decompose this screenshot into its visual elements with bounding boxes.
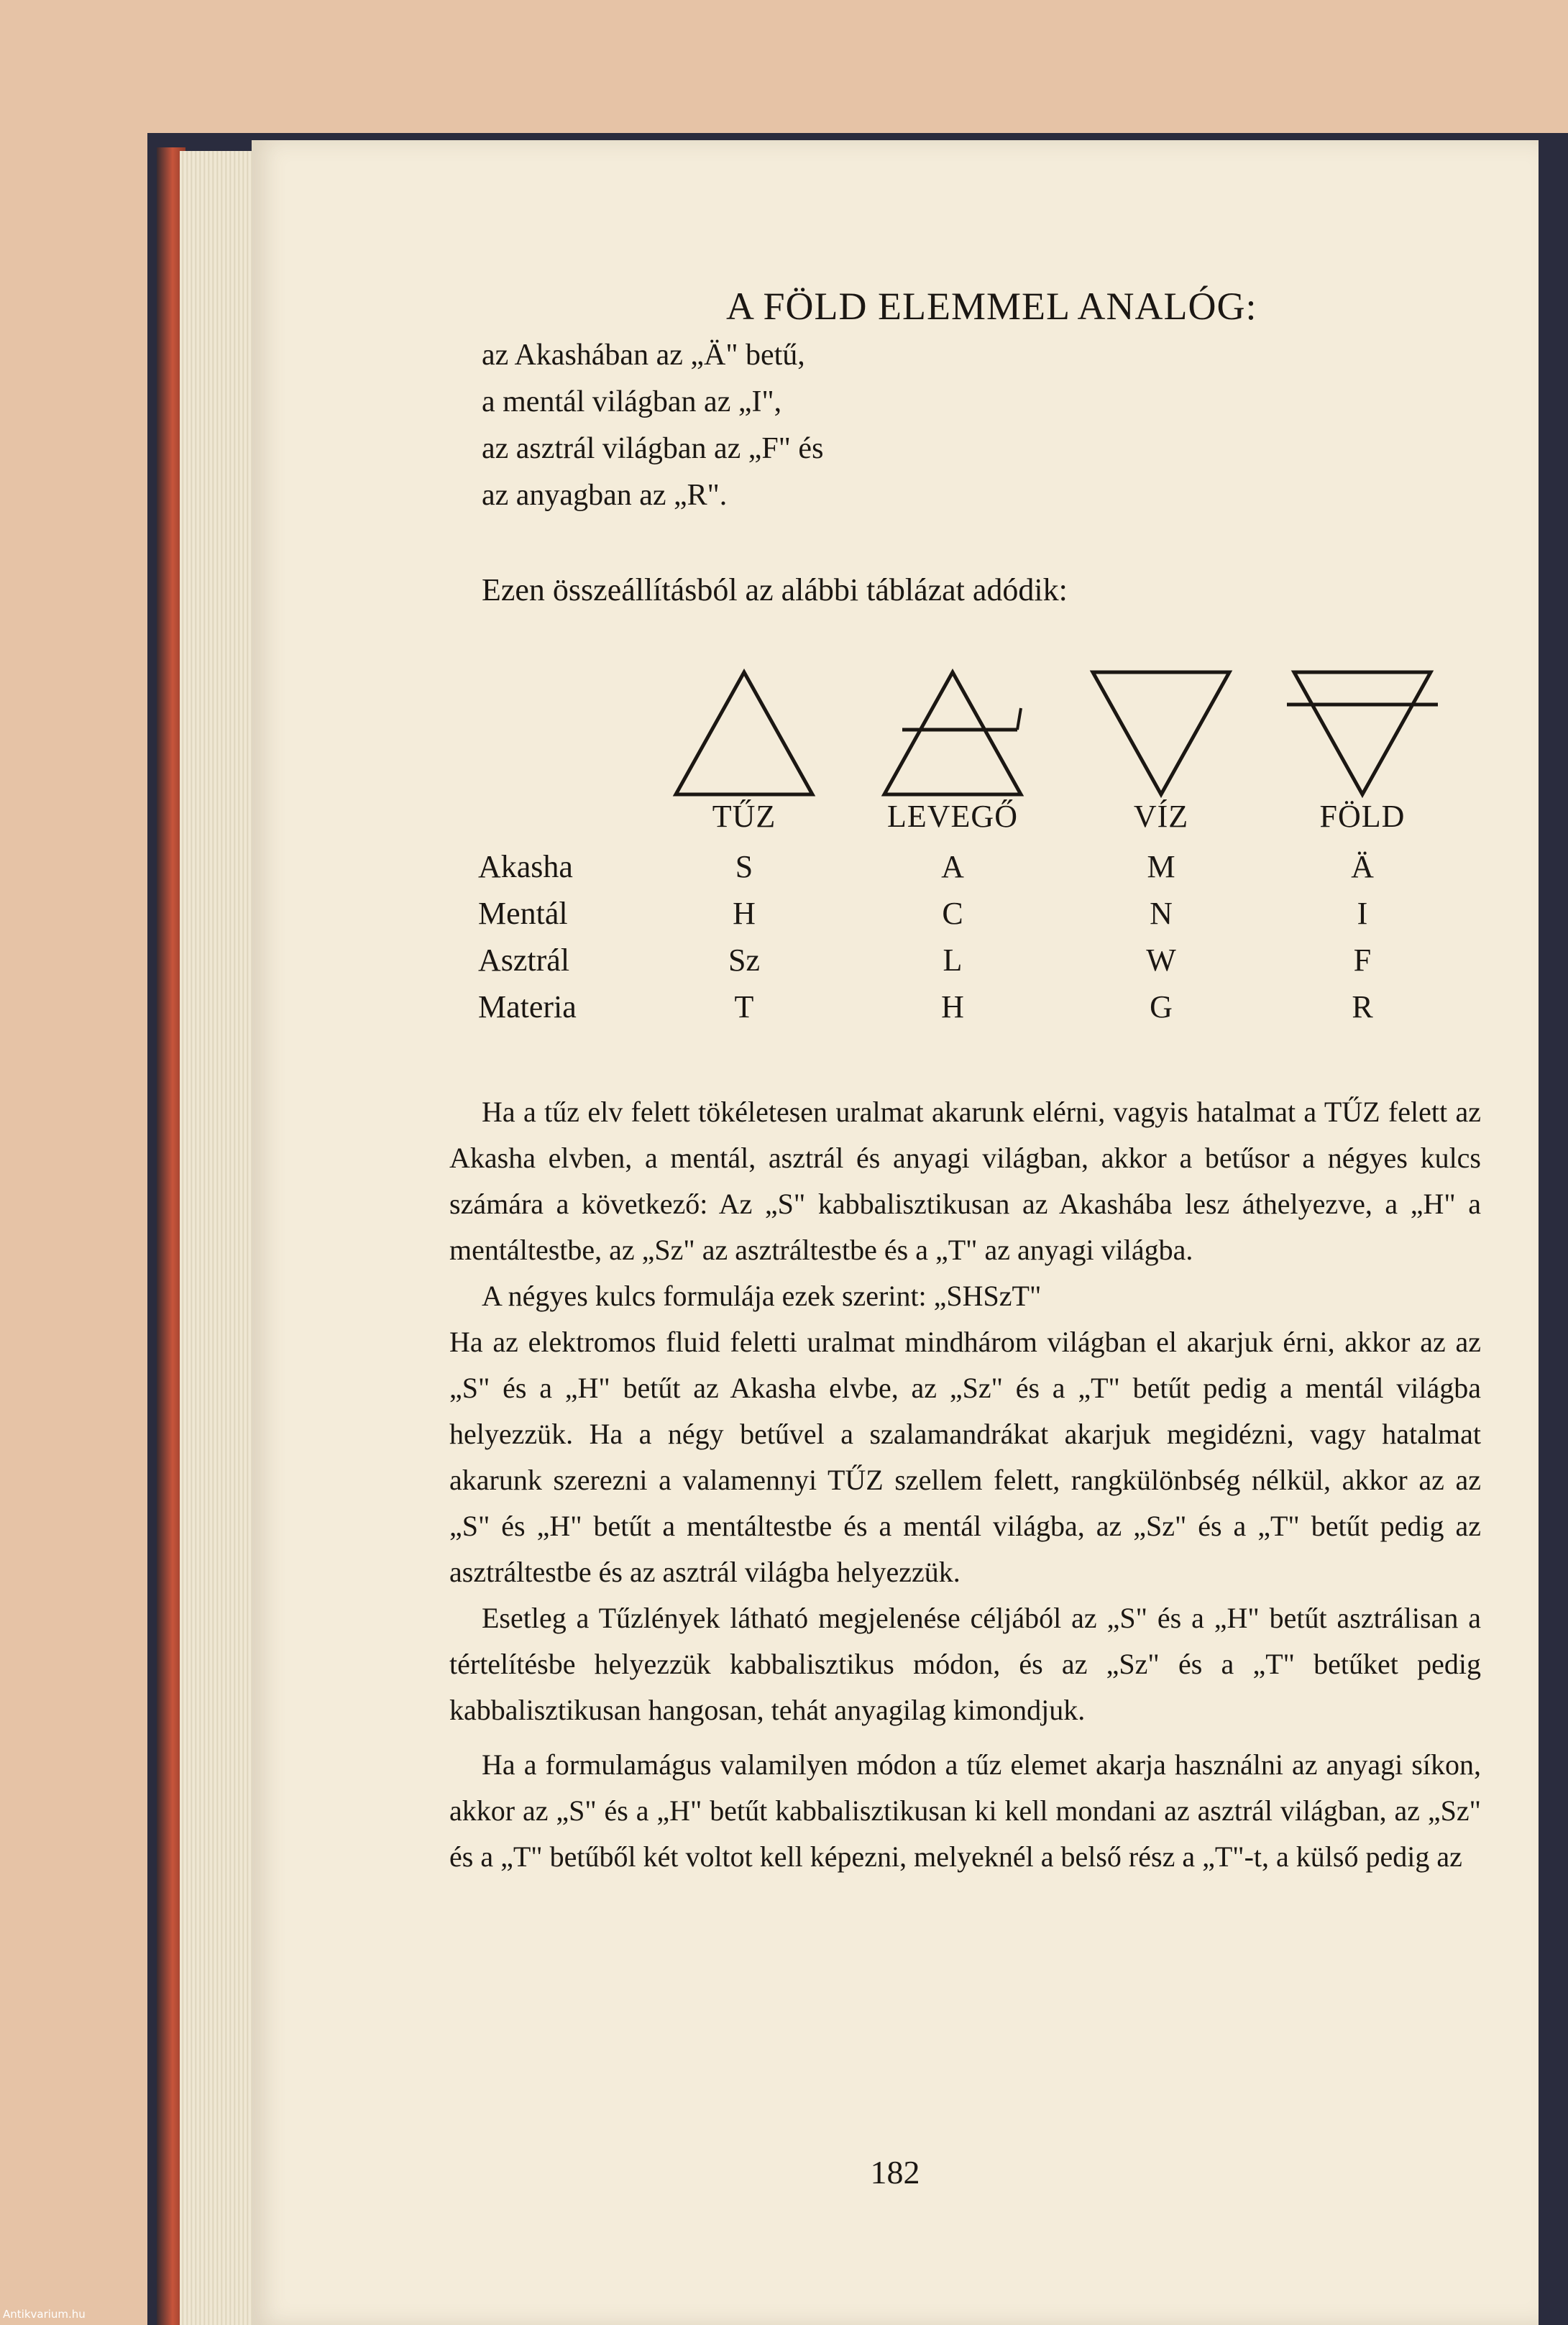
paragraph: Ha a formulamágus valamilyen módon a tűz elemet akarja használni az anyagi síkon, akkor az „S" és a „H" betűt kabbalisztikusan ki kell mondani az asztrál világban, az „Sz" és a „T" betűből két voltot kell képezni, melyeknél a belső rész a „T"-t, a külső pedig az [449, 1748, 1481, 1873]
table-cell: C [942, 896, 963, 931]
row-label: Materia [478, 989, 577, 1024]
table-intro: Ezen összeállításból az alábbi táblázat adódik: [482, 572, 1068, 607]
air-triangle-icon [870, 665, 1035, 802]
section-heading: A FÖLD ELEMMEL ANALÓG: [726, 285, 1257, 328]
water-triangle-icon [1078, 665, 1244, 802]
page-number: 182 [870, 2154, 920, 2191]
table-cell: T [734, 989, 754, 1024]
row-label: Mentál [478, 896, 568, 931]
table-cell: N [1150, 896, 1173, 931]
table-cell: R [1352, 989, 1373, 1024]
fire-triangle-icon [661, 665, 827, 802]
row-label: Akasha [478, 849, 573, 884]
column-header-fire: TŰZ [712, 799, 776, 834]
table-cell: F [1353, 943, 1372, 978]
watermark: Antikvarium.hu [3, 2308, 86, 2321]
page-stack [180, 151, 259, 2325]
table-cell: L [943, 943, 963, 978]
table-cell: Ä [1351, 849, 1374, 884]
table-cell: M [1147, 849, 1175, 884]
page-content [252, 140, 1539, 2325]
column-header-air: LEVEGŐ [887, 799, 1018, 834]
intro-line: a mentál világban az „I", [482, 385, 782, 418]
earth-triangle-icon [1280, 665, 1445, 802]
table-cell: G [1150, 989, 1173, 1024]
intro-line: az asztrál világban az „F" és [482, 432, 824, 465]
table-cell: H [733, 896, 756, 931]
paragraph: A négyes kulcs formulája ezek szerint: „SHSzT" [482, 1280, 1042, 1312]
table-cell: Sz [728, 943, 760, 978]
paragraph: Ha a tűz elv felett tökéletesen uralmat akarunk elérni, vagyis hatalmat a TŰZ felett az Akasha elvben, a mentál, asztrál és anyagi világban, akkor a betűsor a négyes kulcs számára a következő: Az „S" kabbalisztikusan az Akashába lesz áthelyezve, a „H" a mentáltestbe, az „Sz" az asztráltestbe és a „T" az anyagi világba. [449, 1096, 1481, 1266]
intro-line: az anyagban az „R". [482, 479, 728, 512]
column-header-earth: FÖLD [1319, 799, 1406, 834]
paragraph: Esetleg a Tűzlények látható megjelenése céljából az „S" és a „H" betűt asztrálisan a tértelítésbe helyezzük kabbalisztikus módon, és az „Sz" és a „T" betűket pedig kabbalisztikusan hangosan, tehát anyagilag kimondjuk. [449, 1602, 1481, 1726]
table-cell: H [941, 989, 964, 1024]
table-cell: S [735, 849, 753, 884]
table-cell: A [941, 849, 964, 884]
row-label: Asztrál [478, 943, 570, 978]
paragraph: Ha az elektromos fluid feletti uralmat mindhárom világban el akarjuk érni, akkor az az „S" és a „H" betűt az Akasha elvbe, az „Sz" és a „T" betűt pedig a mentál világba helyezzük. Ha a négy betűvel a szalamandrákat akarjuk megidézni, vagy hatalmat akarunk szerezni a valamennyi TŰZ szellem felett, rangkülönbség nélkül, akkor az az „S" és „H" betűt a mentáltestbe és a mentál világba, az „Sz" és a „T" betűt pedig az asztráltestbe és az asztrál világba helyezzük. [449, 1326, 1481, 1588]
body-text [449, 1089, 1481, 1880]
column-header-water: VÍZ [1133, 799, 1189, 834]
intro-line: az Akashában az „Ä" betű, [482, 339, 805, 372]
book-page [252, 140, 1539, 2325]
table-cell: I [1357, 896, 1368, 931]
table-cell: W [1146, 943, 1176, 978]
